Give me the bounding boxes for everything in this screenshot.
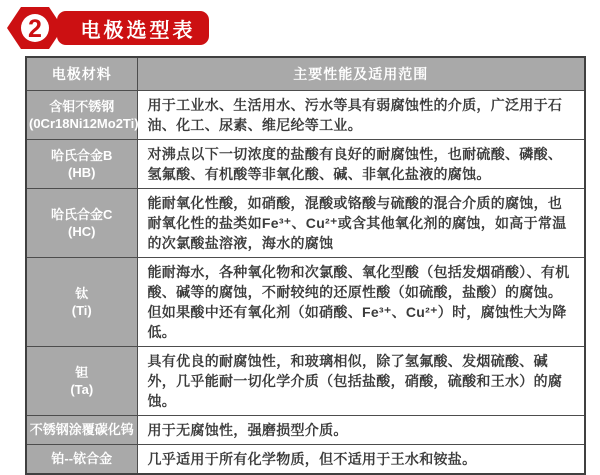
material-cell [26, 90, 137, 139]
material-code: (HC) [68, 223, 96, 239]
table-row [26, 188, 585, 257]
material-code: (Ta) [70, 381, 94, 397]
table-body [26, 90, 585, 474]
table-row [26, 346, 585, 415]
table-header [26, 57, 585, 90]
performance-cell: 能耐氧化性酸，如硝酸，混酸或铬酸与硫酸的混合介质的腐蚀，也耐氧化性的盐类如Fe³⁺、Cu²⁺或含其他氧化剂的腐蚀，如高于常温的次氯酸盐溶液，海水的腐蚀 [137, 188, 585, 257]
material-name: 含钼不锈钢 [49, 98, 115, 114]
badge-number: 2 [28, 15, 42, 43]
material-code: (HB) [68, 164, 96, 180]
table-row [26, 415, 585, 444]
material-cell [26, 415, 137, 444]
material-name: 钛 [75, 285, 89, 301]
material-cell [26, 444, 137, 474]
performance-cell: 对沸点以下一切浓度的盐酸有良好的耐腐蚀性，也耐硫酸、磷酸、氢氟酸、有机酸等非氧化酸、碱、非氧化盐液的腐蚀。 [137, 139, 585, 188]
performance-cell: 几乎适用于所有化学物质，但不适用于王水和铵盐。 [137, 444, 585, 474]
performance-cell: 用于无腐蚀性，强磨损型介质。 [137, 415, 585, 444]
material-cell [26, 346, 137, 415]
col-header-performance: 主要性能及适用范围 [137, 57, 585, 90]
material-name: 哈氏合金B [51, 147, 113, 163]
table-row [26, 90, 585, 139]
material-name: 钽 [75, 364, 89, 380]
table-row [26, 139, 585, 188]
page-title: 电极选型表 [57, 11, 209, 45]
material-cell [26, 139, 137, 188]
header-row [26, 57, 585, 90]
material-code: (Ti) [71, 302, 92, 318]
material-name: 哈氏合金C [51, 206, 113, 222]
col-header-material: 电极材料 [26, 57, 137, 90]
table-row [26, 257, 585, 346]
material-name: 铂--铱合金 [51, 451, 113, 466]
electrode-selection-table [25, 56, 586, 475]
material-code: (0Cr18Ni12Mo2Ti) [29, 115, 139, 131]
material-cell [26, 188, 137, 257]
performance-cell: 具有优良的耐腐蚀性，和玻璃相似，除了氢氟酸、发烟硫酸、碱外，几乎能耐一切化学介质（包括盐酸，硝酸，硫酸和王水）的腐蚀。 [137, 346, 585, 415]
table-row [26, 444, 585, 474]
performance-cell: 能耐海水，各种氧化物和次氯酸、氧化型酸（包括发烟硝酸）、有机酸、碱等的腐蚀，不耐较纯的还原性酸（如硫酸，盐酸）的腐蚀。但如果酸中还有氧化剂（如硝酸、Fe³⁺、Cu²⁺）时，腐蚀性大为降低。 [137, 257, 585, 346]
material-cell [26, 257, 137, 346]
number-badge-hexagon-icon [6, 5, 64, 51]
performance-cell: 用于工业水、生活用水、污水等具有弱腐蚀性的介质，广泛用于石油、化工、尿素、维尼纶等工业。 [137, 90, 585, 139]
page-header [0, 0, 600, 56]
material-name: 不锈钢涂覆碳化钨 [29, 422, 134, 437]
